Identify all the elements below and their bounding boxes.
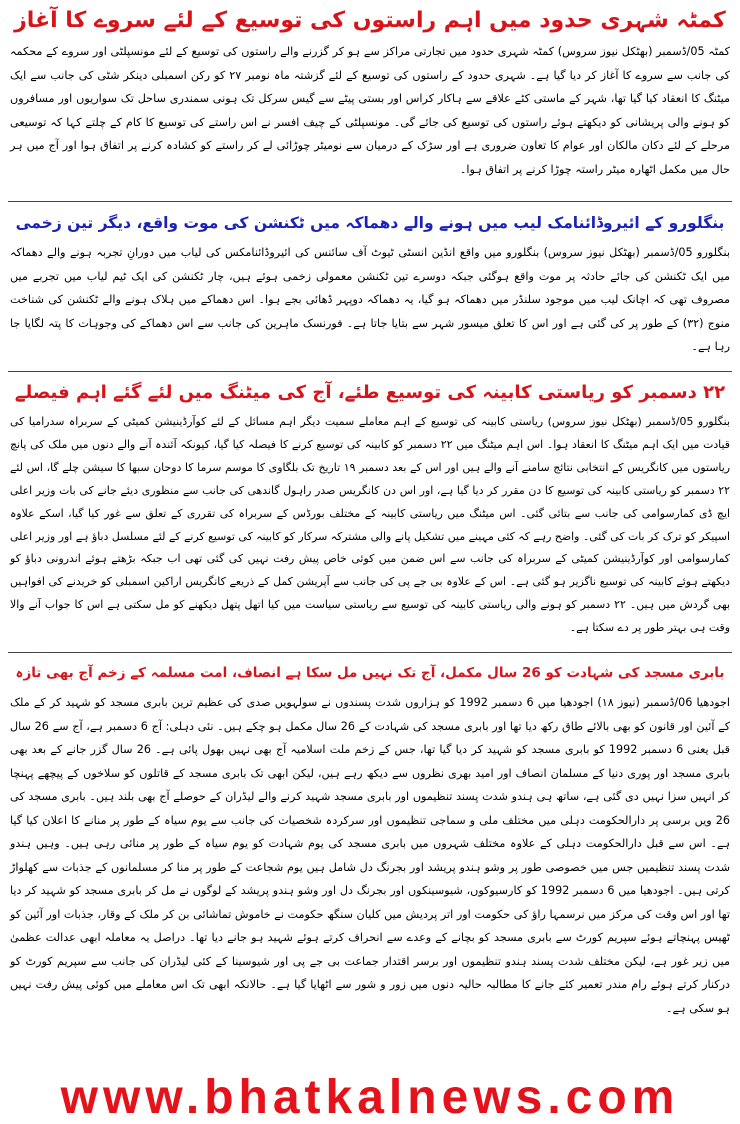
article-body: کمٹہ 05/ڈسمبر (بھٹکل نیوز سروس) کمٹہ شہری حدود میں تجارتی مراکز سے ہو کر گزرنے والے راستوں کی توسیع کے لئے مونسپلٹی اور سروے کے محکمہ کی جانب سے سروے کا آغاز کر دیا گیا ہے۔ شہری حدود کے راستوں کی توسیع کے لئے گزشتہ ماہ نومبر ۲۷ کو رکن اسمبلی دینکر شٹی کی جانب سے ایک میٹنگ کا انعقاد کیا گیا تھا، شہر کے ماستی کٹے علاقے سے ہاکار کراس اور بستی پیٹے سے گیس سرکل تک ہونی سمندری ساحل تک سواریوں اور مسافروں کو ہونے والی پریشانی کو دیکھتے ہوئے راستوں کی توسیع کی جائے گی۔ مونسپلٹی کے چیف افسر نے اس راستے کی توسیع کا کام کے چلتے کہا کہ توسیعی مرحلے کے لئے دکان مالکان اور عوام کا تعاون ضروری ہے اور سڑک کے درمیان سے نومیٹر چوڑائی لے کر راستے کو کشادہ کرنے پر اتفاق ہوا اور آج میں ہر حال میں مکمل اٹھارہ میٹر راستہ چوڑا کرنے پر اتفاق ہوا۔ [10,45,731,176]
headline: کمٹہ شہری حدود میں اہم راستوں کی توسیع کے لئے سروے کا آغاز [14,8,726,33]
divider [0,371,740,372]
divider [0,652,740,653]
article-cabinet-expansion [0,375,740,640]
article-bengaluru-lab-blast [0,205,740,359]
article-body: بنگلورو 05/ڈسمبر (بھٹکل نیوز سروس) بنگلورو میں واقع انڈین انسٹی ٹیوٹ آف سائنس کی ائیروڈائنامکس کی لیاب میں دورانِ تجربہ ہونے والے دھماکہ میں ایک ٹکنشن کی جائے حادثہ پر موت واقع ہوگئی جبکہ دوسرے تین ٹکنشن معمولی زخمی ہوئے ہیں، چار ٹکنشن کی ایک ٹیم لیاب میں تجربے میں مصروف تھی کہ اچانک لیب میں موجود سلنڈر میں دھماکہ ہو گیا، یہ دھماکہ دوپہر ڈھائی بجے ہوا۔ اس دھماکے میں ہلاک ہونے والے ٹکنشن کی شناخت منوج (۳۲) کے طور پر کی گئی ہے اور اس کا تعلق میسور شہر سے بتایا جاتا ہے۔ فورنسک ماہرین کی جانب سے اس دھماکے کی وجوہات کا پتہ لگایا جا رہا ہے۔ [10,246,730,353]
site-footer-link[interactable]: www.bhatkalnews.com [60,1071,680,1124]
article-babri-masjid [0,655,740,1020]
article-body: بنگلورو 05/ڈسمبر (بھٹکل نیوز سروس) ریاستی کابینہ کی توسیع کے اہم معاملے سمیت دیگر اہم مسائل کے لئے کوآرڈینیشن کمیٹی کے سربراہ سدرامیا کی قیادت میں ایک اہم میٹنگ کا انعقاد ہوا۔ اس اہم میٹنگ میں ۲۲ دسمبر کو کابینہ کی توسیع کرنے کا فیصلہ کیا گیا، کیونکہ آئندہ آنے والے دنوں میں ملک کی پانچ ریاستوں میں کانگریس کے انتخابی نتائج سامنے آنے والے ہیں اور اس کے بعد دسمبر ۱۹ تاریخ تک بلگاوی کا موسم سرما کا دوحان سبھا کا سیشن چلے گا، اس لئے ۲۲ دسمبر کو ریاستی کابینہ کی توسیع کا دن مقرر کر دیا گیا ہے، اور اس دن کانگریس صدر راہول گاندھی کی جانب سے منظوری دیئے جانے کی بات وزیر اعلی ایچ ڈی کمارسوامی کی جانب سے بتائی گئی۔ اس میٹنگ میں ریاستی کابینہ کے مختلف بورڈس کے سربراہ کی تقرری کے تعلق سے غور کیا گیا، اسکے علاوہ اسپیکر کو ترک کر بات کی گئی۔ واضح رہے کہ کئی مہینے میں تشکیل پانے والی مشترکہ سرکار کو کابینہ کی توسیع کرنے کے لئے مسلسل دباؤ ہے اور وزیر اعلی کمارسوامی اور کوآرڈینیشن کمیٹی کے سربراہ کی جانب سے اس ضمن میں کوئی خاص پیش رفت نہیں کی گئی تھی اب جبکہ بڑھتے ہوئے اندرونی دباؤ کو دیکھتے ہوئے کابینہ کی توسیع ناگزیر ہو گئی ہے۔ اس کے علاوہ بی جے پی کی جانب سے آپریشن کمل کے ذریعے کانگریس اراکین اسمبلی کو خریدنے کی افواہیں بھی گردش میں ہیں۔ ۲۲ دسمبر کو ہونے والی ریاستی کابینہ کی توسیع سے ریاستی سیاست میں کیا اتھل پتھل دیکھنے کو مل سکتی ہے اس کا جواب آنے والا وقت ہی بہتر طور پر دے سکتا ہے۔ [10,415,731,635]
divider [0,201,740,202]
article-kumta-road-survey [0,0,740,181]
headline: ۲۲ دسمبر کو ریاستی کابینہ کی توسیع طئے، آج کی میٹنگ میں لئے گئے اہم فیصلے [14,382,726,403]
headline: بابری مسجد کی شہادت کو 26 سال مکمل، آج تک نہیں مل سکا ہے انصاف، امت مسلمہ کے زخم آج بھی تازہ [15,665,725,681]
headline: بنگلورو کے ائیروڈائنامک لیب میں ہونے والے دھماکہ میں ٹکنشن کی موت واقع، دیگر تین زخمی [15,214,725,232]
article-body: اجودھیا 06/ڈسمبر (نیوز ۱۸) اجودھیا میں 6 دسمبر 1992 کو ہزاروں شدت پسندوں نے سولہویں صدی کی عظیم ترین بابری مسجد کو شہید کر کے ملک کے آئین اور قانون کو بھی بالائے طاق رکھ دیا تھا اور بابری مسجد کی شہادت کے 26 سال مکمل ہو چکے ہیں۔ نئی دہلی: آج 6 دسمبر ہے، آج سے 26 سال قبل یعنی 6 دسمبر 1992 کو بابری مسجد کو شہید کر دیا گیا تھا، جس کے زخم ملت اسلامیہ آج بھی نہیں بھول پائی ہے۔ 26 سال گزر جانے کے بعد بھی بابری مسجد اور پوری دنیا کے مسلمان انصاف اور امید بھری نظروں سے دیکھ رہے ہیں، لیکن ابھی تک بابری مسجد کے قاتلوں کو سلاخوں کے پیچھے پہنچا کر انہیں سزا نہیں دی گئی ہے، ساتھ ہی ہندو شدت پسند تنظیموں اور بابری مسجد شہید کرنے والے لیڈران کے حوصلے آج بھی بلند ہیں۔ بابری مسجد کی 26 ویں برسی پر دارالحکومت دہلی میں مختلف ملی و سماجی تنظیموں اور سرکردہ شخصیات کی جانب سے یوم سیاہ کے طور پر منانے کا اعلان کیا گیا ہے۔ اس سے قبل دارالحکومت دہلی کے علاوہ مختلف شہروں میں بابری مسجد کی یوم شہادت کو یوم سیاہ کے طور پر منائی رہی ہیں۔ وہیں ہندو شدت پسند تنظیمیں جس میں خصوصی طور پر وشو ہندو پریشد اور بجرنگ دل شامل ہیں یوم شجاعت کے طور پر منا کر مسلمانوں کے جذبات سے کھلواڑ کرتی ہیں۔ اجودھیا میں 6 دسمبر 1992 کو کارسیوکوں، شیوسینکوں اور بجرنگ دل اور وشو ہندو پریشد کے لوگوں نے مل کر بابری مسجد کو شہید کر دیا تھا اور اس وقت کی مرکز میں نرسمہا راؤ کی حکومت اور اتر پردیش میں کلیان سنگھ حکومت نے خاموش تماشائی بن کر ملک کے وقار، جذبات اور آئین کو ٹھیس پہنچاتے ہوئے سپریم کورٹ سے بابری مسجد کو بچانے کے وعدے سے انحراف کرتے ہوئے شہید ہو جانے دیا تھا۔ دراصل یہ معاملہ ابھی عدالت عظمیٰ میں زیر غور ہے، لیکن مختلف شدت پسند ہندو تنظیموں اور برسر اقتدار جماعت بی جے پی اور شیوسینا کے کئی لیڈران کی جانب سے سپریم کورٹ کو درکنار کرتے ہوئے رام مندر تعمیر کئے جانے کا مطالبہ حالیہ دنوں میں زور و شور سے اٹھایا گیا ہے۔ حالانکہ ابھی تک اس معاملے میں کوئی پیش رفت نہیں ہو سکی ہے۔ [10,696,731,1015]
